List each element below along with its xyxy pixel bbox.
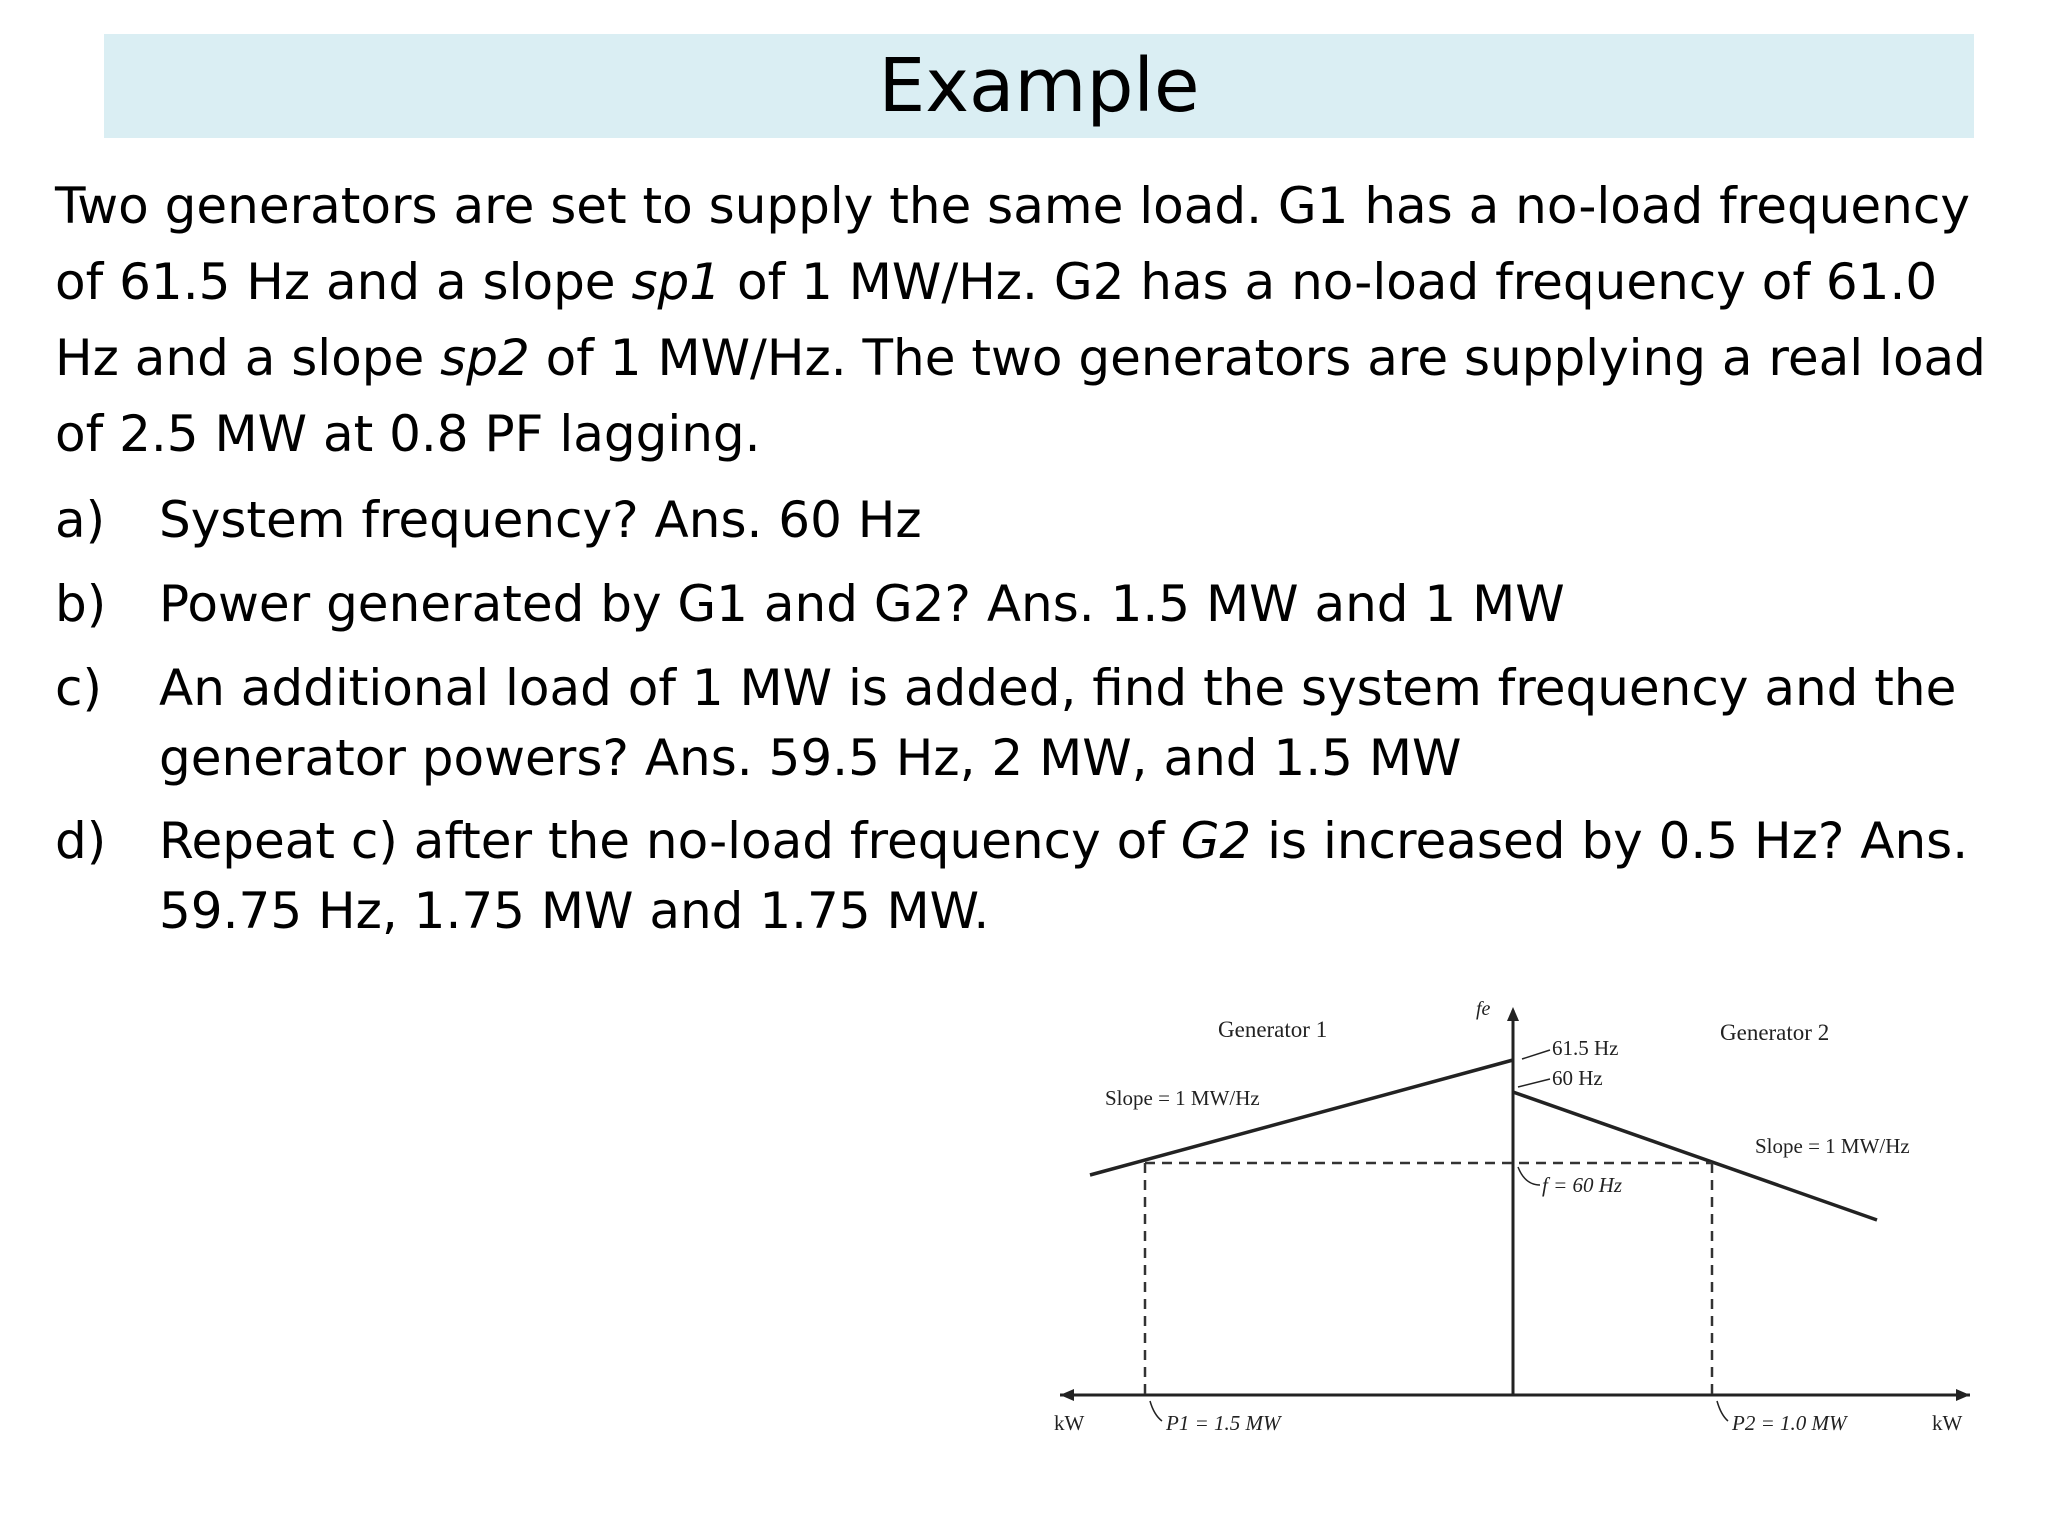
p1-label: P1 = 1.5 MW [1166, 1411, 1281, 1435]
question-text: Power generated by G1 and G2? Ans. 1.5 MW and 1 MW [159, 575, 1565, 633]
slope2-label: Slope = 1 MW/Hz [1755, 1134, 1910, 1158]
question-d-before: Repeat c) after the no-load frequency of [159, 812, 1181, 870]
leader-p1 [1150, 1401, 1162, 1421]
question-d-italic: G2 [1180, 812, 1252, 870]
question-label: d) [55, 812, 107, 870]
question-text: System frequency? Ans. 60 Hz [159, 491, 922, 549]
kw-right-label: kW [1932, 1411, 1963, 1435]
p2-label: P2 = 1.0 MW [1732, 1411, 1847, 1435]
intro-sp2: sp2 [440, 329, 530, 387]
intro-sp1: sp1 [631, 253, 722, 311]
frequency-60-label: 60 Hz [1552, 1066, 1603, 1090]
question-b [55, 569, 2015, 639]
slope1-label: Slope = 1 MW/Hz [1105, 1086, 1260, 1110]
title-bar [104, 34, 1974, 138]
intro-part2: of 1 MW/Hz. G2 has a no-load frequency of 61.0 Hz and a slope [55, 253, 1938, 387]
leader-f60 [1518, 1167, 1540, 1185]
generator-frequency-diagram [1040, 975, 1990, 1465]
question-a [55, 485, 2015, 555]
question-label: b) [55, 575, 107, 633]
problem-statement [55, 168, 2015, 472]
axis-arrow-left [1060, 1389, 1074, 1401]
generator1-line [1090, 1060, 1513, 1175]
question-d [55, 806, 2015, 946]
question-text [159, 806, 2015, 946]
question-text: An additional load of 1 MW is added, find the system frequency and the generator powers? Ans. 59.5 Hz, 2 MW, and 1.5 MW [159, 659, 1957, 787]
kw-left-label: kW [1054, 1411, 1085, 1435]
question-c [55, 653, 2015, 793]
frequency-axis-label: fe [1476, 998, 1491, 1020]
generator2-label: Generator 2 [1720, 1020, 1830, 1045]
intro-part1: Two generators are set to supply the same load. G1 has a no-load frequency of 61.5 Hz and a slope [55, 177, 1970, 311]
axis-arrow-up [1507, 1007, 1519, 1021]
leader-61-5 [1522, 1050, 1550, 1059]
slide-title: Example [878, 43, 1200, 129]
leader-60 [1518, 1079, 1550, 1087]
question-label: c) [55, 659, 102, 717]
intro-part3: of 1 MW/Hz. The two generators are supplying a real load of 2.5 MW at 0.8 PF lagging. [55, 329, 1986, 463]
generator1-label: Generator 1 [1218, 1017, 1328, 1042]
system-frequency-label: f = 60 Hz [1542, 1173, 1623, 1197]
axis-arrow-right [1956, 1389, 1970, 1401]
question-label: a) [55, 491, 106, 549]
noload-frequency-label: 61.5 Hz [1552, 1036, 1619, 1060]
question-d-after: is increased by 0.5 Hz? Ans. 59.75 Hz, 1.75 MW and 1.75 MW. [159, 812, 1969, 940]
leader-p2 [1717, 1401, 1728, 1421]
